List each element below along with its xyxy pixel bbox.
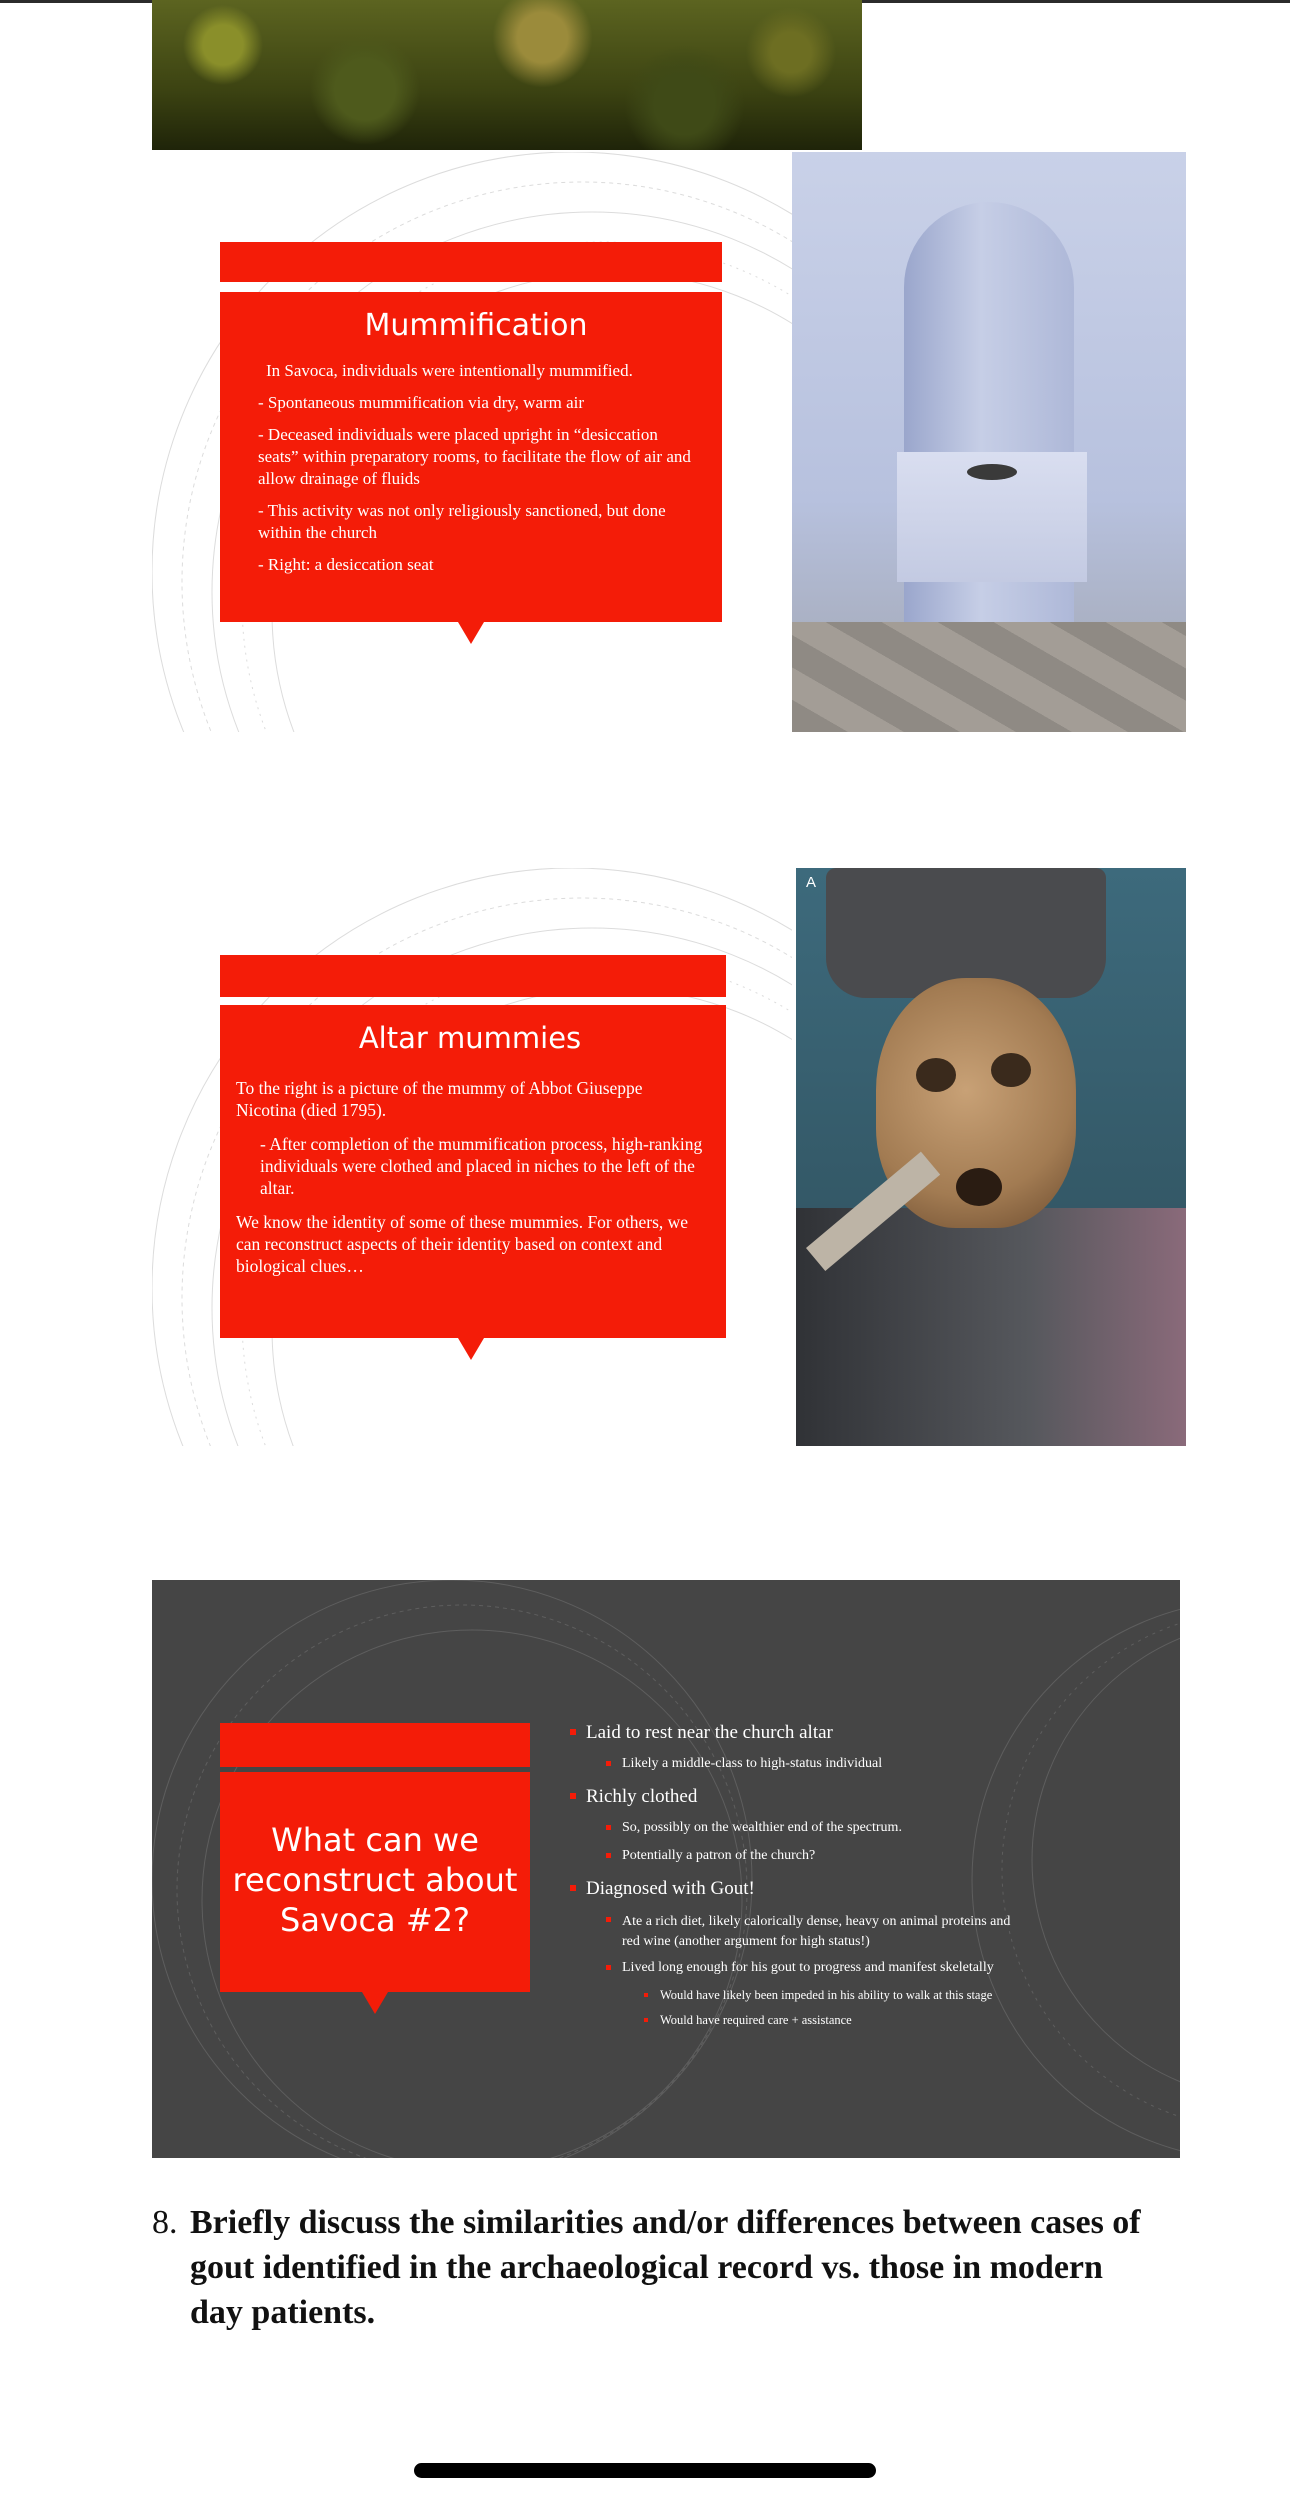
desiccation-seat-photo	[792, 152, 1186, 732]
slide3-title-line-3: Savoca #2?	[280, 1901, 470, 1939]
slide1-bullet-2: - Deceased individuals were placed upright in “desiccation seats” within preparatory rooms, to facilitate the flow of air and allow drainage of fluids	[258, 425, 691, 488]
slide2-callout-pointer	[458, 1338, 484, 1360]
slide1-bullet-3: - This activity was not only religiously sanctioned, but done within the church	[258, 501, 666, 542]
bullet-level3: Would have required care + assistance	[660, 2013, 852, 2028]
slide1-bullet-1: - Spontaneous mummification via dry, warm air	[258, 393, 585, 412]
slide2-para-2: - After completion of the mummification process, high-ranking individuals were clothed and placed in niches to the left of the altar.	[260, 1134, 703, 1198]
home-indicator[interactable]	[414, 2463, 876, 2478]
landscape-photo	[152, 0, 862, 150]
slide3-bullet-list	[152, 1580, 1180, 2158]
slide2-para-1: To the right is a picture of the mummy of Abbot Giuseppe Nicotina (died 1795).	[236, 1078, 643, 1120]
bullet-level2: Potentially a patron of the church?	[622, 1848, 815, 1864]
bullet-level1: Laid to rest near the church altar	[586, 1722, 833, 1744]
slide2-header-bar	[220, 955, 726, 997]
slide1-title: Mummification	[364, 308, 588, 343]
question-text: Briefly discuss the similarities and/or differences between cases of gout identified in the archaeological record vs. those in modern day patients.	[190, 2204, 1141, 2331]
slide1-bullet-4: - Right: a desiccation seat	[258, 555, 434, 574]
photo-label: A	[806, 874, 817, 891]
bullet-level1: Richly clothed	[586, 1786, 697, 1808]
slide1-intro: In Savoca, individuals were intentionally mummified.	[266, 361, 633, 380]
slide1-content-box	[220, 292, 722, 622]
slide3-title-line-2: reconstruct about	[232, 1861, 518, 1899]
bullet-level3: Would have likely been impeded in his ability to walk at this stage	[660, 1988, 992, 2003]
slide1-header-bar	[220, 242, 722, 282]
slide2-para-3: We know the identity of some of these mummies. For others, we can reconstruct aspects of their identity based on context and biological clues…	[236, 1212, 689, 1276]
bullet-level2: Likely a middle-class to high-status individual	[622, 1756, 882, 1772]
bullet-level2: So, possibly on the wealthier end of the spectrum.	[622, 1820, 902, 1836]
slide2-title: Altar mummies	[358, 1021, 582, 1055]
bullet-level2: Ate a rich diet, likely calorically dense, heavy on animal proteins and red wine (another argument for high status!)	[622, 1912, 1010, 1952]
slide1-callout-pointer	[458, 622, 484, 644]
slide3-title-line-1: What can we	[271, 1821, 479, 1859]
bullet-level1: Diagnosed with Gout!	[586, 1878, 755, 1900]
question-number: 8.	[152, 2204, 178, 2241]
slide2-content-box	[220, 1005, 726, 1338]
bullet-level2: Lived long enough for his gout to progress and manifest skeletally	[622, 1960, 994, 1976]
abbot-mummy-photo	[796, 868, 1186, 1446]
slide-savoca-2	[152, 1580, 1180, 2158]
